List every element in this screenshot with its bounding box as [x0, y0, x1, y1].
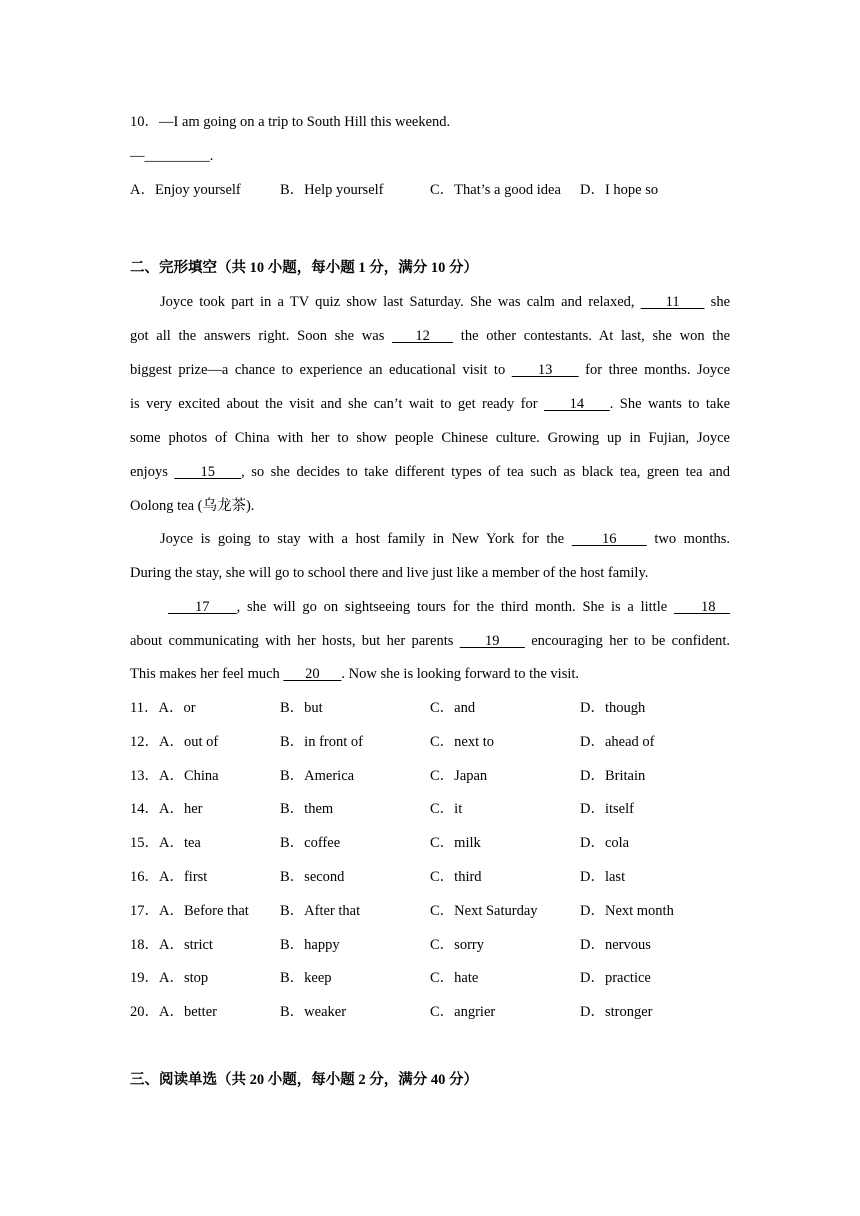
passage-line — [160, 292, 730, 312]
option-d — [580, 732, 654, 752]
option-b — [280, 799, 333, 819]
option-c — [430, 935, 484, 955]
passage-line — [130, 394, 730, 414]
passage-line — [130, 664, 730, 684]
option-b: B．Help yourself — [280, 182, 384, 198]
blank-12: 12 — [392, 328, 454, 344]
passage-line — [130, 462, 730, 482]
option-text: D．Next month — [580, 902, 674, 919]
option-text: A．her — [159, 801, 203, 818]
question-number: 13． — [130, 767, 159, 784]
option-text: A．stop — [159, 970, 209, 987]
option-text: B．America — [280, 767, 355, 784]
passage-text: Joyce took part in a TV quiz show last Saturday. She was calm and relaxed, — [160, 294, 635, 310]
option-text: A．or — [158, 700, 196, 716]
option-c — [430, 799, 462, 819]
option-text: B．but — [280, 700, 323, 716]
option-b — [280, 732, 363, 752]
blank-11: 11 — [640, 294, 705, 310]
option-text: B．in front of — [280, 733, 363, 750]
option-text: A．tea — [159, 835, 201, 852]
option-c — [430, 1002, 495, 1022]
option-text: C．Japan — [430, 767, 488, 784]
option-b — [280, 935, 340, 955]
passage-text: enjoys — [130, 464, 168, 480]
passage-line: During the stay, she will go to school there and live just like a member of the host family. — [130, 565, 649, 581]
option-text: A．China — [159, 767, 219, 784]
passage-line — [160, 529, 730, 549]
option-c: C．That’s a good idea — [430, 182, 561, 198]
option-c — [430, 766, 487, 786]
question-number: 17． — [130, 902, 159, 919]
question-10-reply: —_________. — [130, 148, 214, 164]
option-text: C．it — [430, 801, 463, 818]
passage-text: . She wants to take — [609, 396, 731, 412]
passage-text: the other contestants. At last, she won the — [460, 328, 731, 344]
question-10-prompt: 10．—I am going on a trip to South Hill this weekend. — [130, 114, 451, 130]
option-text: C．angrier — [430, 1004, 496, 1021]
option-a — [130, 901, 249, 921]
option-d — [580, 833, 629, 853]
option-c — [430, 732, 494, 752]
option-b — [280, 901, 360, 921]
option-text: A．better — [159, 1004, 217, 1021]
option-text: D．Britain — [580, 767, 646, 784]
option-d — [580, 935, 651, 955]
option-d: D．I hope so — [580, 182, 659, 198]
blank-16: 16 — [571, 531, 647, 547]
blank-19: 19 — [459, 633, 525, 649]
option-a — [130, 698, 196, 718]
option-d — [580, 1002, 653, 1022]
option-a — [130, 968, 208, 988]
option-a — [130, 732, 218, 752]
passage-text: biggest prize—a chance to experience an educational visit to — [130, 362, 506, 378]
option-text: B．happy — [280, 936, 340, 953]
question-number: 12． — [130, 733, 159, 750]
option-c — [430, 867, 482, 887]
section-3-heading: 三、阅读单选（共 20 小题，每小题 2 分，满分 40 分） — [130, 1072, 478, 1088]
option-text: B．coffee — [280, 835, 341, 852]
passage-text: Joyce is going to stay with a host family in New York for the — [160, 531, 565, 547]
option-b — [280, 1002, 346, 1022]
option-a — [130, 867, 207, 887]
option-text: C．Next Saturday — [430, 902, 538, 919]
question-number: 11． — [130, 700, 159, 716]
blank-17: 17 — [168, 599, 237, 615]
option-text: B．keep — [280, 970, 332, 987]
option-c — [430, 698, 475, 718]
option-d — [580, 901, 674, 921]
option-b — [280, 968, 332, 988]
option-a — [130, 1002, 217, 1022]
option-c — [430, 901, 538, 921]
option-text: B．them — [280, 801, 334, 818]
option-text: C．milk — [430, 835, 481, 852]
option-c — [430, 968, 478, 988]
option-text: C．sorry — [430, 936, 484, 953]
question-number: 15． — [130, 835, 159, 852]
option-text: B．second — [280, 869, 345, 885]
section-2-heading: 二、完形填空（共 10 小题，每小题 1 分，满分 10 分） — [130, 260, 478, 276]
question-number: 18． — [130, 936, 159, 953]
option-d — [580, 766, 645, 786]
passage-text: two months. — [654, 531, 731, 547]
option-d — [580, 799, 634, 819]
option-d — [580, 968, 651, 988]
blank-13: 13 — [511, 362, 579, 378]
passage-text: is very excited about the visit and she can’t wait to get ready for — [130, 396, 538, 412]
option-a: A．Enjoy yourself — [130, 182, 241, 198]
option-b — [280, 766, 354, 786]
question-number: 14． — [130, 801, 159, 818]
option-text: D．last — [580, 869, 626, 885]
passage-text: encouraging her to be confident. — [531, 633, 731, 649]
passage-text: , so she decides to take different types of tea such as black tea, green tea and — [241, 464, 731, 480]
blank-14: 14 — [543, 396, 610, 412]
passage-line: some photos of China with her to show people Chinese culture. Growing up in Fujian, Joyce — [130, 430, 730, 446]
option-a — [130, 833, 201, 853]
passage-line: Oolong tea (乌龙茶). — [130, 498, 255, 514]
blank-18: 18 — [673, 599, 731, 615]
question-number: 20． — [130, 1004, 159, 1021]
option-text: D．though — [580, 700, 646, 716]
option-b — [280, 698, 323, 718]
passage-line — [168, 597, 730, 617]
option-text: D．practice — [580, 970, 651, 987]
option-b — [280, 833, 340, 853]
option-text: A．Before that — [159, 902, 249, 919]
option-d — [580, 698, 645, 718]
blank-15: 15 — [174, 464, 242, 480]
passage-line — [130, 326, 730, 346]
option-text: D．ahead of — [580, 733, 655, 750]
option-text: A．out of — [159, 733, 219, 750]
option-text: C．hate — [430, 970, 479, 987]
option-text: B．weaker — [280, 1004, 347, 1021]
option-text: C．next to — [430, 733, 495, 750]
passage-line — [130, 360, 730, 380]
option-text: A．first — [159, 869, 208, 885]
option-a — [130, 799, 203, 819]
blank-20: 20 — [283, 666, 342, 682]
option-text: A．strict — [159, 936, 213, 953]
passage-text: . Now she is looking forward to the visit. — [341, 666, 580, 682]
passage-text: , she will go on sightseeing tours for the third month. She is a little — [236, 599, 668, 615]
option-text: D．stronger — [580, 1004, 653, 1021]
option-a — [130, 935, 213, 955]
option-a — [130, 766, 219, 786]
passage-text: got all the answers right. Soon she was — [130, 328, 385, 344]
passage-line — [130, 631, 730, 651]
option-text: D．itself — [580, 801, 634, 818]
passage-text: she — [710, 294, 731, 310]
option-d — [580, 867, 625, 887]
passage-text: for three months. Joyce — [585, 362, 731, 378]
passage-text: about communicating with her hosts, but her parents — [130, 633, 454, 649]
option-text: D．cola — [580, 835, 630, 852]
option-b — [280, 867, 344, 887]
passage-text: This makes her feel much — [130, 666, 280, 682]
option-text: C．and — [430, 700, 476, 716]
option-c — [430, 833, 481, 853]
question-number: 19． — [130, 970, 159, 987]
option-text: C．third — [430, 869, 482, 885]
option-text: B．After that — [280, 902, 361, 919]
question-number: 16． — [130, 869, 159, 885]
option-text: D．nervous — [580, 936, 651, 953]
